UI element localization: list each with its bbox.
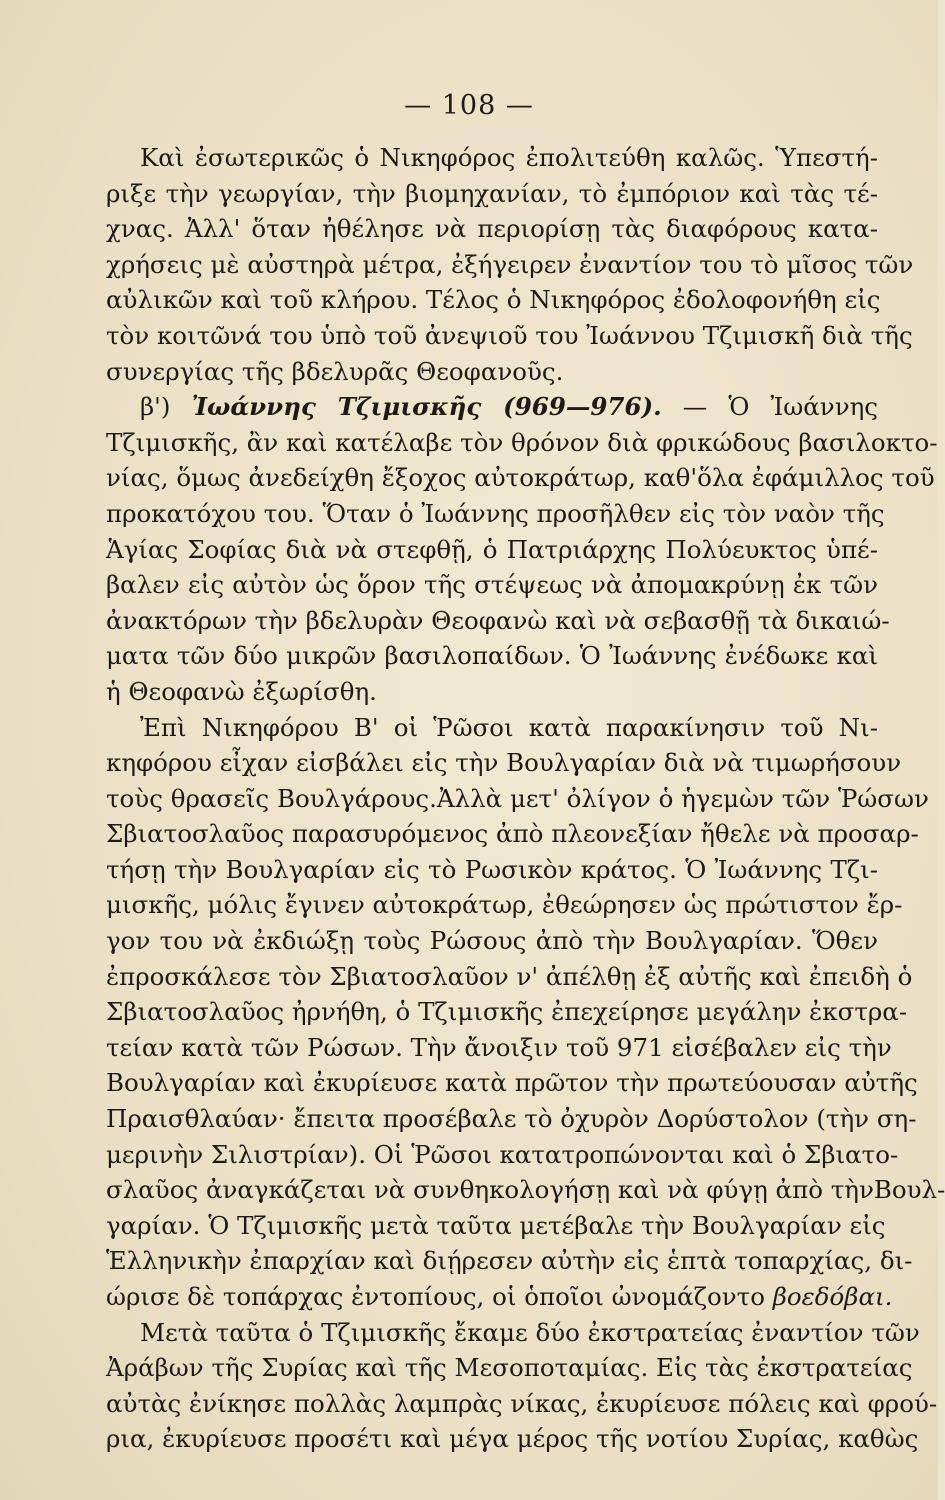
text-line: αὐτὰς ἐνίκησε πολλὰς λαμπρὰς νίκας, ἐκυρίευσε πόλεις καὶ φρού- xyxy=(106,1388,938,1418)
page-number: — 108 — xyxy=(404,90,534,121)
text-line: Ἁγίας Σοφίας διὰ νὰ στεφθῇ, ὁ Πατριάρχης Πολύευκτος ὑπέ- xyxy=(106,534,878,564)
text-line: συνεργίας τῆς βδελυρᾶς Θεοφανοῦς. xyxy=(106,356,564,386)
text-line: μισκῆς, μόλις ἔγινεν αὐτοκράτωρ, ἐθεώρησεν ὡς πρώτιστον ἔρ- xyxy=(106,890,903,920)
text-line: Ἐπὶ Νικηφόρου Β' οἱ Ῥῶσοι κατὰ παρακίνησιν τοῦ Νι- xyxy=(140,712,878,742)
text-line: μερινὴν Σιλιστρίαν). Οἱ Ῥῶσοι κατατροπώνονται καὶ ὁ Σβιατο- xyxy=(106,1139,899,1169)
text-line: ἀνακτόρων τὴν βδελυρὰν Θεοφανὼ καὶ νὰ σεβασθῇ τὰ δικαιώ- xyxy=(106,605,890,635)
page-body xyxy=(106,140,945,1457)
section-heading-rest: — Ὁ Ἰωάννης xyxy=(661,392,878,422)
text-line: τείαν κατὰ τῶν Ρώσων. Τὴν ἄνοιξιν τοῦ 971 εἰσέβαλεν εἰς τὴν xyxy=(106,1032,892,1062)
last-line-text: ώρισε δὲ τοπάρχας ἐντοπίους, οἱ ὁποῖοι ὠνομάζοντο xyxy=(106,1282,773,1311)
italic-term: βοεδόβαι. xyxy=(772,1282,893,1311)
text-line: Τζιμισκῆς, ἂν καὶ κατέλαβε τὸν θρόνον διὰ φρικώδους βασιλοκτο- xyxy=(106,427,938,457)
text-line: χρήσεις μὲ αὐστηρὰ μέτρα, ἐξήγειρεν ἐναντίον του τὸ μῖσος τῶν xyxy=(106,249,914,279)
text-line: Σβιατοσλαῦος παρασυρόμενος ἀπὸ πλεονεξίαν ἤθελε νὰ προσαρ- xyxy=(106,819,919,849)
text-line: αὐλικῶν καὶ τοῦ κλήρου. Τέλος ὁ Νικηφόρος ἐδολοφονήθη εἰς xyxy=(106,285,881,315)
paragraph-2 xyxy=(106,389,938,709)
text-line: κηφόρου εἶχαν εἰσβάλει εἰς τὴν Βουλγαρίαν διὰ νὰ τιμωρήσουν xyxy=(106,748,902,778)
section-title: Ἰωάννης Τζιμισκῆς (969—976). xyxy=(191,392,662,422)
section-label: β') xyxy=(140,392,192,422)
text-line: Σβιατοσλαῦος ἠρνήθη, ὁ Τζιμισκῆς ἐπεχείρησε μεγάλην ἐκστρα- xyxy=(106,997,908,1027)
text-line: Μετὰ ταῦτα ὁ Τζιμισκῆς ἔκαμε δύο ἐκστρατείας ἐναντίον τῶν xyxy=(140,1317,920,1347)
text-line: Ἑλληνικὴν ἐπαρχίαν καὶ διῄρεσεν αὐτὴν εἰς ἑπτὰ τοπαρχίας, δι- xyxy=(106,1246,913,1276)
text-line xyxy=(106,1279,893,1315)
text-line: γον του νὰ ἐκδιώξῃ τοὺς Ρώσους ἀπὸ τὴν Βουλγαρίαν. Ὅθεν xyxy=(106,926,878,956)
text-line: χνας. Ἀλλ' ὅταν ἠθέλησε νὰ περιορίσῃ τὰς διαφόρους κατα- xyxy=(106,214,878,244)
text-line: βαλεν εἰς αὐτὸν ὡς ὅρον τῆς στέψεως νὰ ἀπομακρύνῃ ἐκ τῶν xyxy=(106,570,878,600)
text-line: ρια, ἐκυρίευσε προσέτι καὶ μέγα μέρος τῆς νοτίου Συρίας, καθὼς xyxy=(106,1424,919,1454)
text-line: τήσῃ τὴν Βουλγαρίαν εἰς τὸ Ρωσικὸν κράτος. Ὁ Ἰωάννης Τζι- xyxy=(106,854,878,884)
text-line: τὸν κοιτῶνά του ὑπὸ τοῦ ἀνεψιοῦ του Ἰωάννου Τζιμισκῆ διὰ τῆς xyxy=(106,320,913,350)
text-line: Καὶ ἐσωτερικῶς ὁ Νικηφόρος ἐπολιτεύθη καλῶς. Ὑπεστή- xyxy=(140,143,878,172)
text-line: ἐπροσκάλεσε τὸν Σβιατοσλαῦον ν' ἀπέλθῃ ἐξ αὐτῆς καὶ ἐπειδὴ ὁ xyxy=(106,961,913,991)
text-line: γαρίαν. Ὁ Τζιμισκῆς μετὰ ταῦτα μετέβαλε τὴν Βουλγαρίαν εἰς xyxy=(106,1210,886,1240)
text-line: σλαῦος ἀναγκάζεται νὰ συνθηκολογήσῃ καὶ νὰ φύγῃ ἀπὸ τὴνΒουλ- xyxy=(106,1175,945,1205)
text-line: Βουλγαρίαν καὶ ἐκυρίευσε κατὰ πρῶτον τὴν πρωτεύουσαν αὐτῆς xyxy=(106,1068,918,1098)
paragraph-3 xyxy=(106,710,945,1315)
text-line: Ἀράβων τῆς Συρίας καὶ τῆς Μεσοποταμίας. Εἰς τὰς ἐκστρατείας xyxy=(106,1353,913,1383)
paragraph-1 xyxy=(106,140,914,389)
text-line: νίας, ὅμως ἀνεδείχθη ἔξοχος αὐτοκράτωρ, καθ'ὅλα ἐφάμιλλος τοῦ xyxy=(106,463,935,493)
text-line: ριξε τὴν γεωργίαν, τὴν βιομηχανίαν, τὸ ἐμπόριον καὶ τὰς τέ- xyxy=(106,178,878,208)
text-line: προκατόχου του. Ὅταν ὁ Ἰωάννης προσῆλθεν εἰς τὸν ναὸν τῆς xyxy=(106,498,885,528)
text-line: ἡ Θεοφανὼ ἐξωρίσθη. xyxy=(106,676,377,706)
text-line: Πραισθλαύαν· ἔπειτα προσέβαλε τὸ ὀχυρὸν Δορύστολον (τὴν ση- xyxy=(106,1104,917,1134)
section-heading-line xyxy=(106,389,878,425)
text-line: τοὺς θρασεῖς Βουλγάρους.Ἀλλὰ μετ' ὀλίγον ὁ ἡγεμὼν τῶν Ῥώσων xyxy=(106,783,929,813)
paragraph-4 xyxy=(106,1315,938,1457)
text-line: ματα τῶν δύο μικρῶν βασιλοπαίδων. Ὁ Ἰωάννης ἐνέδωκε καὶ xyxy=(106,641,878,671)
